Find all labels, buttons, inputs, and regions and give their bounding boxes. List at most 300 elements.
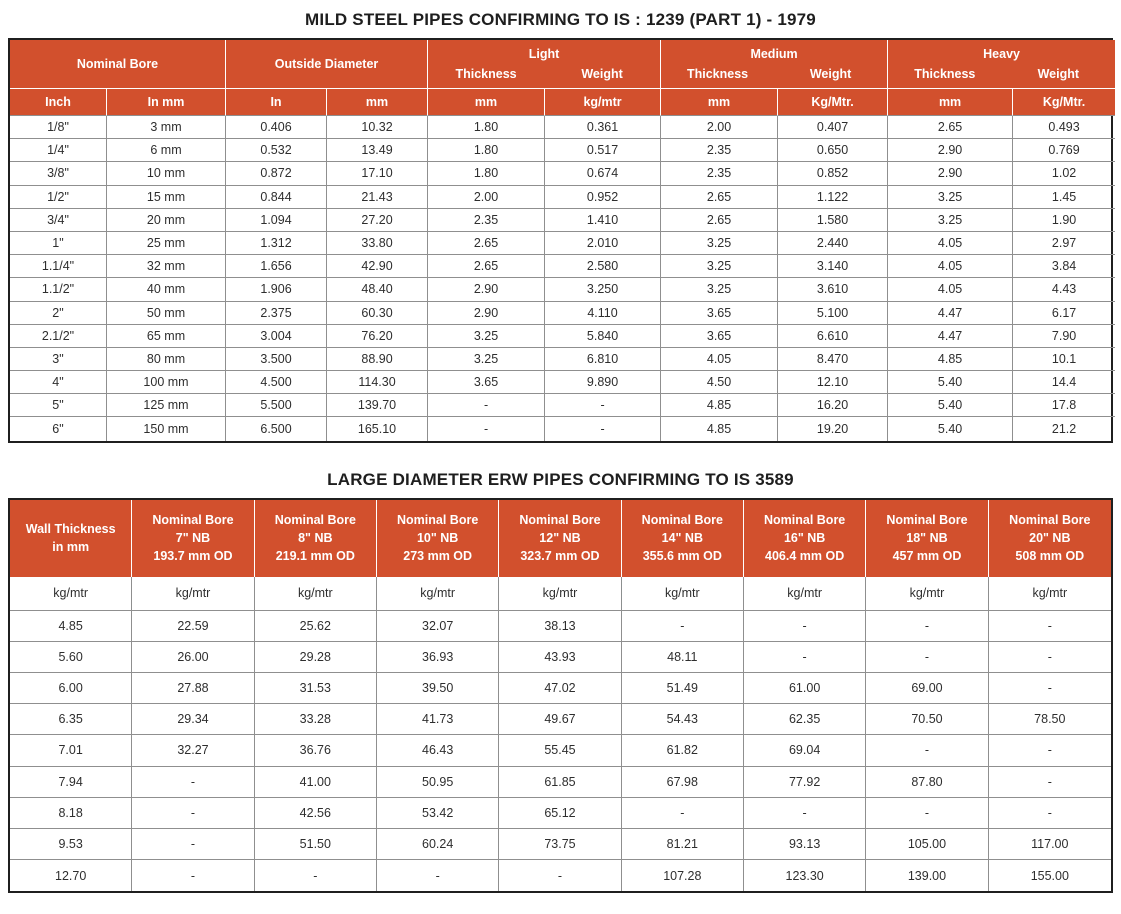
table-cell: 4.50: [661, 371, 778, 394]
table-row: [10, 704, 1111, 735]
table-cell: 2.65: [661, 209, 778, 232]
table-cell: 3.004: [226, 325, 327, 348]
table-cell: 27.88: [132, 673, 254, 704]
table-cell: 4.05: [888, 278, 1013, 301]
table-cell: 0.650: [778, 139, 888, 162]
table-cell: 61.00: [744, 673, 866, 704]
header-line: 10" NB: [416, 531, 459, 546]
table-cell: 10.1: [1013, 348, 1115, 371]
table-cell: 7.94: [10, 767, 132, 798]
t2-unit-cell: kg/mtr: [132, 577, 254, 611]
table-cell: 46.43: [377, 735, 499, 766]
table-cell: 33.80: [327, 232, 428, 255]
header-line: Nominal Bore: [886, 513, 968, 528]
table-cell: 12.10: [778, 371, 888, 394]
table-cell: 77.92: [744, 767, 866, 798]
table-cell: 7.90: [1013, 325, 1115, 348]
group-sub-label: Thickness: [914, 67, 976, 81]
table-cell: 80 mm: [107, 348, 226, 371]
table-cell: 1.45: [1013, 186, 1115, 209]
table-row: [10, 371, 1115, 394]
t2-unit-cell: kg/mtr: [255, 577, 377, 611]
header-cell: [866, 500, 987, 577]
group-sub-label: Thickness: [686, 67, 749, 81]
table-cell: 3.610: [778, 278, 888, 301]
table-cell: 4.05: [888, 255, 1013, 278]
table-row: [10, 348, 1115, 371]
table-cell: -: [866, 798, 988, 829]
table-cell: 5.60: [10, 642, 132, 673]
table-cell: 43.93: [499, 642, 621, 673]
table-row: [10, 394, 1115, 417]
table-cell: 4.43: [1013, 278, 1115, 301]
table-cell: -: [989, 798, 1111, 829]
table-row: [10, 829, 1111, 860]
header-cell: [744, 500, 865, 577]
table-cell: 1/4": [10, 139, 107, 162]
table-cell: 5": [10, 394, 107, 417]
table-cell: 15 mm: [107, 186, 226, 209]
table-cell: 33.28: [255, 704, 377, 735]
table-cell: 1.1/2": [10, 278, 107, 301]
header-line: 7" NB: [175, 531, 211, 546]
table-cell: 3.25: [661, 255, 778, 278]
table-cell: 3.65: [661, 302, 778, 325]
table-cell: 0.769: [1013, 139, 1115, 162]
group-label: Medium: [750, 47, 798, 61]
table-cell: 2.35: [428, 209, 545, 232]
t1-unit-header: mm: [327, 89, 428, 116]
table-cell: 0.872: [226, 162, 327, 185]
erw-pipes-is3589-table: [10, 500, 1111, 892]
t2-column-header: [744, 500, 866, 577]
table-cell: 3.500: [226, 348, 327, 371]
table-cell: 36.93: [377, 642, 499, 673]
table-row: [10, 767, 1111, 798]
table-cell: 6.17: [1013, 302, 1115, 325]
table-cell: 65 mm: [107, 325, 226, 348]
table-cell: 5.840: [545, 325, 661, 348]
table-cell: 6.610: [778, 325, 888, 348]
table-cell: -: [989, 611, 1111, 642]
table-row: [10, 417, 1115, 440]
table-cell: 123.30: [744, 860, 866, 891]
table2-title: LARGE DIAMETER ERW PIPES CONFIRMING TO IS 3589: [327, 469, 794, 489]
table-cell: 1.312: [226, 232, 327, 255]
table-cell: 10 mm: [107, 162, 226, 185]
table-row: [10, 735, 1111, 766]
header-line: in mm: [52, 540, 90, 555]
header-line: 406.4 mm OD: [765, 549, 845, 564]
table-cell: 1.1/4": [10, 255, 107, 278]
table1-unit-header-row: [10, 89, 1115, 116]
table-cell: 125 mm: [107, 394, 226, 417]
table-cell: 4.05: [888, 232, 1013, 255]
table1-frame: [8, 38, 1113, 443]
t2-unit-cell: kg/mtr: [499, 577, 621, 611]
t2-unit-cell: kg/mtr: [622, 577, 744, 611]
table-cell: 2.440: [778, 232, 888, 255]
header-line: 14" NB: [661, 531, 703, 546]
table-cell: 1/2": [10, 186, 107, 209]
table-cell: 3.25: [888, 209, 1013, 232]
table-cell: 4.85: [661, 417, 778, 440]
t1-unit-header: mm: [661, 89, 778, 116]
table-cell: 2.00: [428, 186, 545, 209]
table-cell: 29.28: [255, 642, 377, 673]
table-cell: 3": [10, 348, 107, 371]
header-cell: [499, 500, 620, 577]
table-cell: 21.43: [327, 186, 428, 209]
table-cell: 53.42: [377, 798, 499, 829]
header-cell: [377, 500, 498, 577]
table-cell: 50.95: [377, 767, 499, 798]
header-line: 193.7 mm OD: [153, 549, 233, 564]
table-cell: 6.500: [226, 417, 327, 440]
table-cell: 3.25: [661, 232, 778, 255]
table-cell: 9.53: [10, 829, 132, 860]
table-cell: 100 mm: [107, 371, 226, 394]
table-cell: 22.59: [132, 611, 254, 642]
header-line: 355.6 mm OD: [642, 549, 722, 564]
table-cell: 14.4: [1013, 371, 1115, 394]
table-cell: 17.8: [1013, 394, 1115, 417]
header-line: 20" NB: [1029, 531, 1071, 546]
header-cell: [10, 500, 131, 577]
table-cell: 1.094: [226, 209, 327, 232]
table-cell: 76.20: [327, 325, 428, 348]
table-cell: 60.24: [377, 829, 499, 860]
table-cell: 3.65: [428, 371, 545, 394]
table-cell: -: [428, 417, 545, 440]
table-cell: 8.18: [10, 798, 132, 829]
table-cell: 2.97: [1013, 232, 1115, 255]
t1-unit-header: Inch: [10, 89, 107, 116]
table-cell: 0.361: [545, 116, 661, 139]
table-cell: 25.62: [255, 611, 377, 642]
table-cell: 20 mm: [107, 209, 226, 232]
table-row: [10, 642, 1111, 673]
table-cell: 6 mm: [107, 139, 226, 162]
table-cell: 51.49: [622, 673, 744, 704]
table-cell: 0.852: [778, 162, 888, 185]
table-cell: 139.70: [327, 394, 428, 417]
table-cell: -: [622, 798, 744, 829]
group-sub-label: Thickness: [455, 67, 517, 81]
group-label: Light: [528, 47, 560, 61]
group-sub-label: Weight: [809, 67, 852, 81]
table-cell: 4": [10, 371, 107, 394]
table-cell: -: [744, 611, 866, 642]
table-cell: 0.406: [226, 116, 327, 139]
table-cell: 150 mm: [107, 417, 226, 440]
table-cell: 0.952: [545, 186, 661, 209]
group-sub-labels: [428, 64, 660, 84]
table-cell: 165.10: [327, 417, 428, 440]
table-row: [10, 255, 1115, 278]
table-cell: 6.00: [10, 673, 132, 704]
table-cell: -: [744, 642, 866, 673]
table-cell: 39.50: [377, 673, 499, 704]
t1-unit-header: In mm: [107, 89, 226, 116]
table-cell: 2.35: [661, 162, 778, 185]
table-cell: 61.82: [622, 735, 744, 766]
table-cell: 3.250: [545, 278, 661, 301]
table-cell: -: [545, 417, 661, 440]
table-cell: -: [866, 735, 988, 766]
table-cell: 5.40: [888, 394, 1013, 417]
table-row: [10, 302, 1115, 325]
table-cell: 65.12: [499, 798, 621, 829]
t2-column-header: [622, 500, 744, 577]
table-cell: 31.53: [255, 673, 377, 704]
table2-frame: [8, 498, 1113, 894]
table-cell: 54.43: [622, 704, 744, 735]
table-row: [10, 116, 1115, 139]
table-cell: 4.110: [545, 302, 661, 325]
table-cell: 2.375: [226, 302, 327, 325]
table-cell: 25 mm: [107, 232, 226, 255]
table1-title: MILD STEEL PIPES CONFIRMING TO IS : 1239 (PART 1) - 1979: [305, 10, 816, 29]
table-cell: 114.30: [327, 371, 428, 394]
table-cell: 12.70: [10, 860, 132, 891]
table-cell: 1.80: [428, 162, 545, 185]
group-sub-labels: [888, 64, 1115, 84]
table-cell: 2.65: [661, 186, 778, 209]
t1-unit-header: Kg/Mtr.: [1013, 89, 1115, 116]
table-cell: 4.47: [888, 325, 1013, 348]
group-sub-label: Weight: [581, 67, 623, 81]
t2-unit-cell: kg/mtr: [377, 577, 499, 611]
table-cell: -: [866, 611, 988, 642]
table-cell: -: [989, 735, 1111, 766]
t2-column-header: [255, 500, 377, 577]
table-cell: 3.65: [661, 325, 778, 348]
table-cell: 60.30: [327, 302, 428, 325]
table-cell: 93.13: [744, 829, 866, 860]
table-cell: 0.532: [226, 139, 327, 162]
group-sub-label: Weight: [1037, 67, 1080, 81]
table-cell: 3/8": [10, 162, 107, 185]
t1-group-header: [10, 40, 226, 89]
table-cell: 51.50: [255, 829, 377, 860]
header-line: 8" NB: [298, 531, 333, 546]
header-line: Nominal Bore: [152, 513, 234, 528]
group-sub-labels: [661, 64, 887, 84]
table-cell: -: [428, 394, 545, 417]
table-cell: 1.90: [1013, 209, 1115, 232]
table-cell: 26.00: [132, 642, 254, 673]
header-cell: [989, 500, 1111, 577]
t2-column-header: [132, 500, 254, 577]
t1-group-header: [888, 40, 1115, 89]
table-cell: -: [989, 642, 1111, 673]
table-cell: 49.67: [499, 704, 621, 735]
table-cell: -: [989, 673, 1111, 704]
table-cell: -: [499, 860, 621, 891]
header-line: Nominal Bore: [397, 513, 479, 528]
table-cell: 0.844: [226, 186, 327, 209]
table-cell: 47.02: [499, 673, 621, 704]
table-row: [10, 139, 1115, 162]
table-cell: 3.140: [778, 255, 888, 278]
t2-column-header: [866, 500, 988, 577]
table-cell: 6.35: [10, 704, 132, 735]
t2-unit-cell: kg/mtr: [866, 577, 988, 611]
table-cell: 2.35: [661, 139, 778, 162]
table-cell: 4.500: [226, 371, 327, 394]
table-cell: 2.00: [661, 116, 778, 139]
group-cell: [661, 40, 887, 88]
table-row: [10, 232, 1115, 255]
table-cell: 4.85: [10, 611, 132, 642]
table-row: [10, 611, 1111, 642]
table1-group-header-row: [10, 40, 1115, 89]
table-cell: 40 mm: [107, 278, 226, 301]
t2-column-header: [10, 500, 132, 577]
table-cell: -: [132, 767, 254, 798]
table-cell: 3.84: [1013, 255, 1115, 278]
table-cell: 1.80: [428, 116, 545, 139]
table-cell: -: [132, 798, 254, 829]
table-cell: 3 mm: [107, 116, 226, 139]
header-line: 16" NB: [783, 531, 826, 546]
t1-unit-header: kg/mtr: [545, 89, 661, 116]
table-cell: 3.25: [661, 278, 778, 301]
header-line: 273 mm OD: [403, 549, 473, 564]
table-cell: -: [132, 860, 254, 891]
group-cell: [428, 40, 660, 88]
table-cell: 78.50: [989, 704, 1111, 735]
table-cell: 2.90: [428, 278, 545, 301]
table-cell: 5.40: [888, 417, 1013, 440]
table-row: [10, 673, 1111, 704]
table-cell: 1.906: [226, 278, 327, 301]
table-cell: 41.00: [255, 767, 377, 798]
table-cell: 3/4": [10, 209, 107, 232]
table-cell: 73.75: [499, 829, 621, 860]
table-cell: 2.1/2": [10, 325, 107, 348]
table-cell: 61.85: [499, 767, 621, 798]
table-cell: -: [989, 767, 1111, 798]
t2-unit-cell: kg/mtr: [989, 577, 1111, 611]
header-line: Nominal Bore: [519, 513, 601, 528]
t2-column-header: [499, 500, 621, 577]
table-cell: -: [377, 860, 499, 891]
table-cell: 29.34: [132, 704, 254, 735]
table-cell: 2.65: [428, 255, 545, 278]
table-cell: 41.73: [377, 704, 499, 735]
table-cell: 16.20: [778, 394, 888, 417]
table-cell: 2.90: [428, 302, 545, 325]
t1-unit-header: mm: [428, 89, 545, 116]
group-cell: [226, 40, 427, 88]
table-row: [10, 162, 1115, 185]
table-cell: 3.25: [428, 348, 545, 371]
table-cell: 38.13: [499, 611, 621, 642]
table-cell: 10.32: [327, 116, 428, 139]
header-cell: [132, 500, 253, 577]
table-row: [10, 278, 1115, 301]
table-cell: -: [744, 798, 866, 829]
table-cell: 117.00: [989, 829, 1111, 860]
header-line: 18" NB: [906, 531, 948, 546]
header-line: 12" NB: [539, 531, 581, 546]
group-label: Heavy: [983, 47, 1020, 61]
t1-group-header: [428, 40, 661, 89]
table-cell: 107.28: [622, 860, 744, 891]
table-cell: 2.010: [545, 232, 661, 255]
table-cell: 105.00: [866, 829, 988, 860]
table-cell: 42.90: [327, 255, 428, 278]
t1-unit-header: mm: [888, 89, 1013, 116]
table-cell: -: [255, 860, 377, 891]
table-cell: 70.50: [866, 704, 988, 735]
pipes-is1239-table: [10, 40, 1115, 441]
table-cell: 50 mm: [107, 302, 226, 325]
t2-column-header: [377, 500, 499, 577]
group-label: Nominal Bore: [76, 57, 159, 71]
table-cell: 3.25: [428, 325, 545, 348]
group-cell: [888, 40, 1115, 88]
table-cell: 0.407: [778, 116, 888, 139]
table-cell: 8.470: [778, 348, 888, 371]
t1-unit-header: Kg/Mtr.: [778, 89, 888, 116]
table-cell: 0.517: [545, 139, 661, 162]
table-cell: 69.00: [866, 673, 988, 704]
t2-unit-cell: kg/mtr: [744, 577, 866, 611]
table-cell: 2.580: [545, 255, 661, 278]
table-cell: 88.90: [327, 348, 428, 371]
table-cell: 13.49: [327, 139, 428, 162]
header-cell: [622, 500, 743, 577]
table-cell: 1.02: [1013, 162, 1115, 185]
table-cell: 67.98: [622, 767, 744, 798]
table-row: [10, 186, 1115, 209]
table-cell: 6": [10, 417, 107, 440]
table-cell: 0.493: [1013, 116, 1115, 139]
header-line: Nominal Bore: [764, 513, 846, 528]
table-cell: 2.65: [888, 116, 1013, 139]
table-cell: 7.01: [10, 735, 132, 766]
table2-header-row: [10, 500, 1111, 577]
table-row: [10, 860, 1111, 891]
table-cell: 1/8": [10, 116, 107, 139]
table-cell: 1.410: [545, 209, 661, 232]
table-cell: 32 mm: [107, 255, 226, 278]
table-cell: 21.2: [1051, 422, 1077, 437]
header-line: 508 mm OD: [1015, 549, 1085, 564]
t1-unit-header: In: [226, 89, 327, 116]
table-cell: 42.56: [255, 798, 377, 829]
header-line: 323.7 mm OD: [520, 549, 600, 564]
table-cell: -: [622, 611, 744, 642]
table-cell: 5.100: [778, 302, 888, 325]
table-cell: 2": [10, 302, 107, 325]
table-cell: 4.05: [661, 348, 778, 371]
header-line: Nominal Bore: [641, 513, 723, 528]
table-cell: 2.90: [888, 139, 1013, 162]
table-cell: 1.580: [778, 209, 888, 232]
table-cell: 4.47: [888, 302, 1013, 325]
t2-column-header: [989, 500, 1111, 577]
table-cell: 87.80: [866, 767, 988, 798]
header-cell: [255, 500, 376, 577]
table-cell: 69.04: [744, 735, 866, 766]
table-cell: 1": [10, 232, 107, 255]
table-cell: 2.90: [888, 162, 1013, 185]
table-cell: 9.890: [545, 371, 661, 394]
